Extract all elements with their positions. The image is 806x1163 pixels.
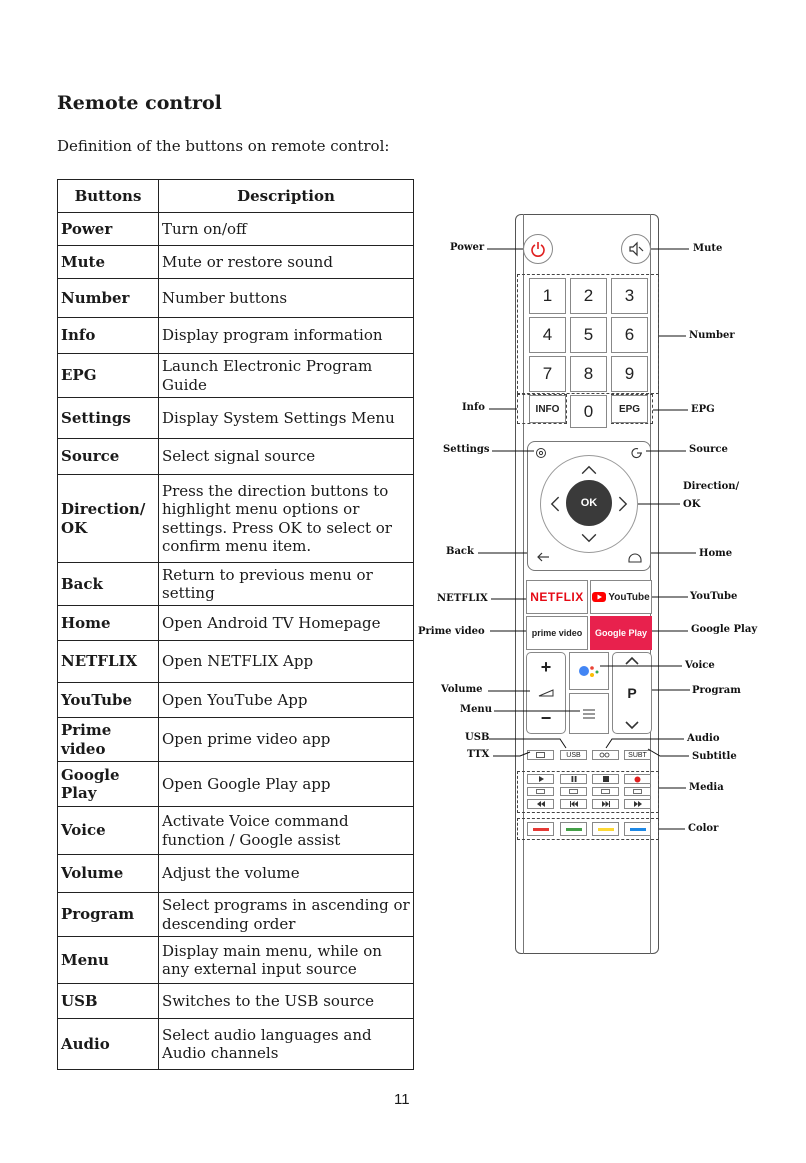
callout-ok: OK — [683, 499, 701, 510]
intro-text: Definition of the buttons on remote control: — [57, 137, 390, 155]
row-desc: Return to previous menu or setting — [159, 563, 414, 606]
row-desc: Select programs in ascending or descending order — [159, 893, 414, 937]
callout-volume: Volume — [441, 684, 483, 695]
row-button: NETFLIX — [58, 641, 159, 683]
row-desc: Launch Electronic Program Guide — [159, 354, 414, 398]
digit-9-button[interactable]: 9 — [611, 356, 648, 392]
prime-video-button[interactable]: prime video — [526, 616, 588, 650]
callout-google-play: Google Play — [691, 624, 758, 635]
callout-program: Program — [692, 685, 741, 696]
callout-info: Info — [462, 402, 485, 413]
digit-0-button[interactable]: 0 — [570, 395, 607, 428]
row-button: Google Play — [58, 762, 159, 807]
digit-2-button[interactable]: 2 — [570, 278, 607, 314]
volume-down-label: − — [540, 708, 552, 728]
google-play-button[interactable]: Google Play — [590, 616, 652, 650]
callout-epg: EPG — [691, 404, 715, 415]
row-button: Back — [58, 563, 159, 606]
digit-8-button[interactable]: 8 — [570, 356, 607, 392]
callout-direction: Direction/ — [683, 481, 740, 492]
callout-youtube: YouTube — [690, 591, 738, 602]
row-button: Voice — [58, 807, 159, 855]
digit-6-button[interactable]: 6 — [611, 317, 648, 353]
callout-audio: Audio — [687, 733, 720, 744]
header-description: Description — [159, 180, 414, 213]
row-button: Number — [58, 279, 159, 318]
row-desc: Press the direction buttons to highlight menu options or settings. Press OK to select or confirm menu item. — [159, 475, 414, 563]
callout-subtitle: Subtitle — [692, 751, 737, 762]
row-desc: Switches to the USB source — [159, 984, 414, 1019]
callout-prime-video: Prime video — [418, 626, 485, 637]
row-desc: Open Google Play app — [159, 762, 414, 807]
row-desc: Select audio languages and Audio channels — [159, 1019, 414, 1070]
epg-button[interactable]: EPG — [611, 395, 648, 423]
row-desc: Turn on/off — [159, 213, 414, 246]
row-button: Source — [58, 439, 159, 475]
row-desc: Display System Settings Menu — [159, 398, 414, 439]
row-button: Power — [58, 213, 159, 246]
row-desc: Adjust the volume — [159, 855, 414, 893]
digit-4-button[interactable]: 4 — [529, 317, 566, 353]
callout-source: Source — [689, 444, 728, 455]
usb-button[interactable]: USB — [560, 750, 587, 760]
callout-usb: USB — [465, 732, 490, 743]
callout-ttx: TTX — [467, 749, 490, 760]
digit-5-button[interactable]: 5 — [570, 317, 607, 353]
row-button: EPG — [58, 354, 159, 398]
callout-power: Power — [450, 242, 485, 253]
callout-settings: Settings — [443, 444, 490, 455]
digit-1-button[interactable]: 1 — [529, 278, 566, 314]
row-button: Program — [58, 893, 159, 937]
callout-color: Color — [688, 823, 719, 834]
callout-voice: Voice — [685, 660, 715, 671]
callout-netflix: NETFLIX — [437, 593, 488, 604]
row-button: YouTube — [58, 683, 159, 718]
program-label: P — [627, 685, 637, 701]
info-button[interactable]: INFO — [529, 395, 566, 423]
page-number: 11 — [394, 1091, 410, 1108]
row-button: Prime video — [58, 718, 159, 762]
row-button: Menu — [58, 937, 159, 984]
youtube-label: YouTube — [608, 591, 650, 603]
callout-media: Media — [689, 782, 724, 793]
callout-back: Back — [446, 546, 474, 557]
row-button: Volume — [58, 855, 159, 893]
row-button: Audio — [58, 1019, 159, 1070]
row-button: Mute — [58, 246, 159, 279]
row-button: Direction/ OK — [58, 475, 159, 563]
row-desc: Display main menu, while on any external input source — [159, 937, 414, 984]
row-desc: Display program information — [159, 318, 414, 354]
digit-3-button[interactable]: 3 — [611, 278, 648, 314]
ok-button[interactable]: OK — [566, 480, 612, 526]
row-desc: Activate Voice command function / Google assist — [159, 807, 414, 855]
row-desc: Open Android TV Homepage — [159, 606, 414, 641]
row-button: Home — [58, 606, 159, 641]
volume-up-label: + — [540, 657, 552, 677]
row-button: Info — [58, 318, 159, 354]
callout-mute: Mute — [693, 243, 723, 254]
row-desc: Open YouTube App — [159, 683, 414, 718]
subtitle-button[interactable]: SUBT — [624, 750, 651, 760]
row-button: Settings — [58, 398, 159, 439]
page-title: Remote control — [57, 92, 222, 114]
header-buttons: Buttons — [58, 180, 159, 213]
row-desc: Select signal source — [159, 439, 414, 475]
row-desc: Open prime video app — [159, 718, 414, 762]
callout-home: Home — [699, 548, 733, 559]
row-desc: Open NETFLIX App — [159, 641, 414, 683]
digit-7-button[interactable]: 7 — [529, 356, 566, 392]
callout-number: Number — [689, 330, 735, 341]
row-desc: Number buttons — [159, 279, 414, 318]
callout-menu: Menu — [460, 704, 492, 715]
row-button: USB — [58, 984, 159, 1019]
row-desc: Mute or restore sound — [159, 246, 414, 279]
netflix-button[interactable]: NETFLIX — [526, 580, 588, 614]
